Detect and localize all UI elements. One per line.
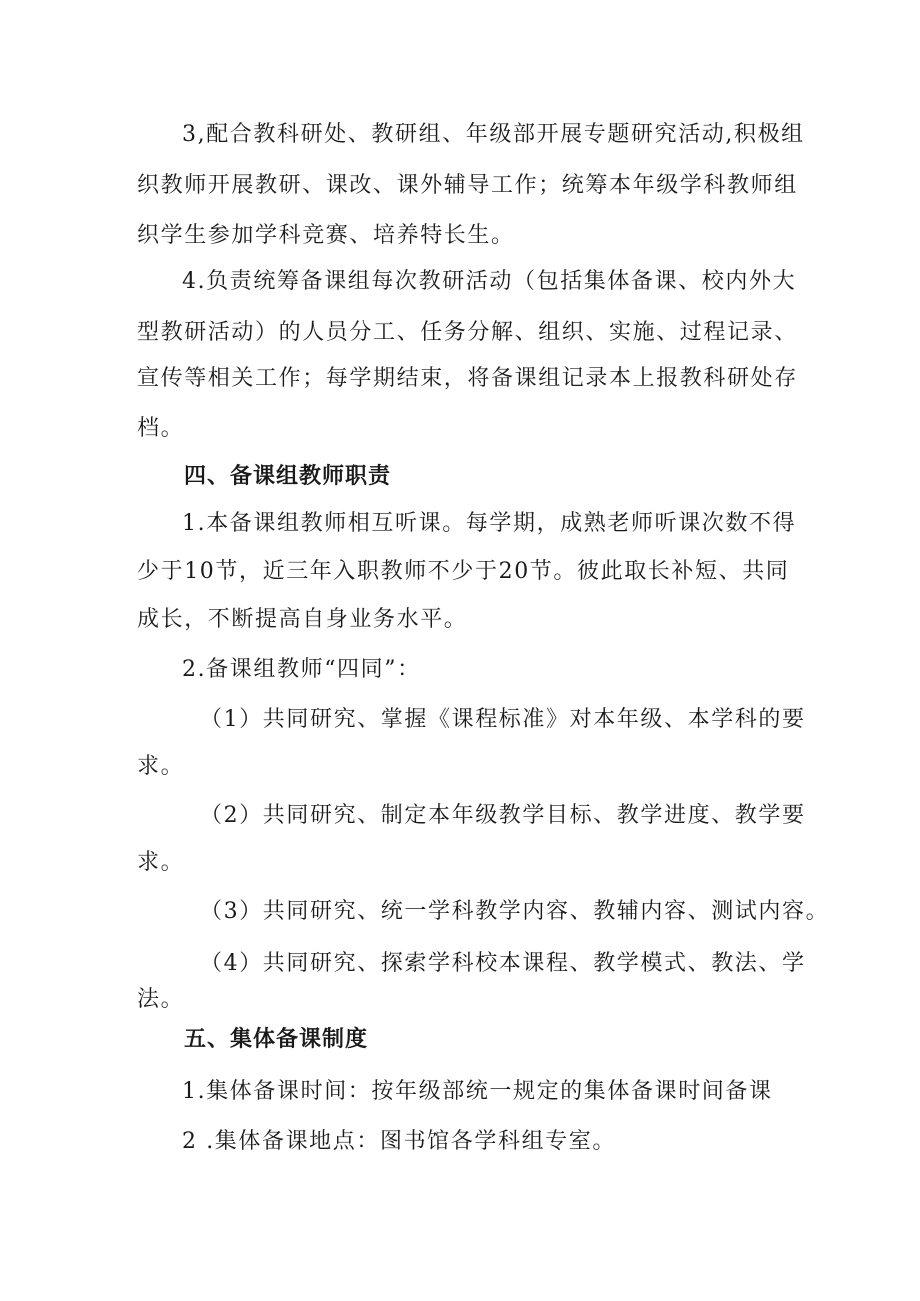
s5-item2: 2 .集体备课地点：图书馆各学科组专室。 (182, 1129, 616, 1154)
s4-item1-line2: 少于10节，近三年入职教师不少于20节。彼此取长补短、共同 (137, 559, 790, 584)
s4-sub3: （3）共同研究、统一学科教学内容、教辅内容、测试内容。 (200, 899, 830, 924)
item3-line1: 3,配合教科研处、教研组、年级部开展专题研究活动,积极组 (182, 122, 805, 147)
section4-heading: 四、备课组教师职责 (184, 464, 392, 489)
s4-sub1-line2: 求。 (137, 754, 185, 779)
item3-line2: 织教师开展教研、课改、课外辅导工作；统筹本年级学科教师组 (137, 173, 798, 198)
s5-item1: 1.集体备课时间：按年级部统一规定的集体备课时间备课 (182, 1079, 773, 1104)
item4-line4: 档。 (137, 416, 185, 441)
s4-sub2-line2: 求。 (137, 850, 185, 875)
s4-item1-line3: 成长，不断提高自身业务水平。 (137, 607, 468, 632)
s4-item1-line1: 1.本备课组教师相互听课。每学期，成熟老师听课次数不得 (182, 511, 797, 536)
s4-sub1-line1: （1）共同研究、掌握《课程标准》对本年级、本学科的要 (200, 707, 806, 732)
s4-sub4-line1: （4）共同研究、探索学科校本课程、教学模式、教法、学 (200, 951, 806, 976)
s4-sub2-line1: （2）共同研究、制定本年级教学目标、教学进度、教学要 (200, 803, 806, 828)
s4-sub4-line2: 法。 (137, 987, 185, 1012)
section5-heading: 五、集体备课制度 (184, 1027, 369, 1052)
item3-line3: 织学生参加学科竞赛、培养特长生。 (137, 223, 515, 248)
s4-item2: 2.备课组教师“四同”： (182, 657, 421, 682)
item4-line1: 4.负责统筹备课组每次教研活动（包括集体备课、校内外大 (182, 269, 797, 294)
item4-line3: 宣传等相关工作；每学期结束，将备课组记录本上报教科研处存 (137, 366, 798, 391)
item4-line2: 型教研活动）的人员分工、任务分解、组织、实施、过程记录、 (137, 320, 798, 345)
